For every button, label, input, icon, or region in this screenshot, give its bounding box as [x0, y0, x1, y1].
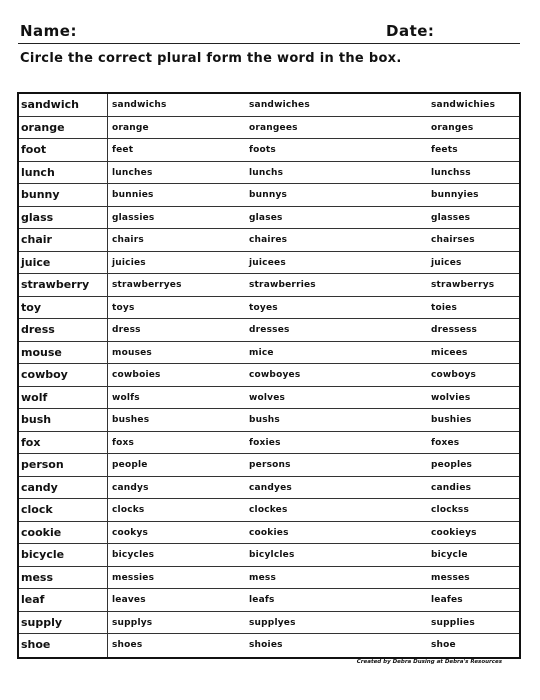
plural-option[interactable]: messes: [431, 572, 470, 583]
word-box: candy: [19, 477, 108, 499]
plural-option[interactable]: bicycles: [112, 550, 155, 560]
plural-option[interactable]: leafes: [431, 595, 463, 605]
table-row: [19, 117, 519, 140]
word-box: strawberry: [19, 274, 108, 296]
plural-option[interactable]: toies: [431, 302, 458, 313]
plural-option[interactable]: peoples: [431, 460, 473, 470]
plural-option[interactable]: wolves: [249, 392, 286, 403]
plural-option[interactable]: strawberryes: [112, 280, 182, 290]
plural-option[interactable]: cookies: [249, 527, 289, 538]
plural-option[interactable]: dress: [112, 325, 141, 335]
plural-option[interactable]: candyes: [249, 482, 292, 493]
table-row: [19, 364, 519, 387]
table-row: [19, 544, 519, 567]
table-row: [19, 612, 519, 635]
plural-option[interactable]: supplys: [112, 617, 153, 628]
plural-option[interactable]: feets: [431, 145, 458, 155]
word-box: fox: [19, 432, 108, 454]
plural-option[interactable]: mess: [249, 572, 276, 583]
plural-option[interactable]: bunnyies: [431, 190, 479, 200]
plural-option[interactable]: sandwiches: [249, 100, 310, 110]
plural-option[interactable]: people: [112, 460, 148, 470]
plural-option[interactable]: bicycle: [431, 550, 468, 560]
table-row: [19, 454, 519, 477]
word-box: shoe: [19, 634, 108, 657]
word-box: dress: [19, 319, 108, 341]
word-box: toy: [19, 297, 108, 319]
table-row: [19, 162, 519, 185]
table-row: [19, 432, 519, 455]
plural-option[interactable]: glassies: [112, 212, 155, 223]
word-box: person: [19, 454, 108, 476]
plural-option[interactable]: wolfs: [112, 392, 140, 403]
plural-option[interactable]: cowboies: [112, 370, 161, 380]
header-underline: [18, 43, 520, 44]
plural-option[interactable]: shoes: [112, 640, 143, 650]
plural-option[interactable]: orange: [112, 122, 149, 133]
plural-option[interactable]: leaves: [112, 595, 146, 605]
plural-option[interactable]: clocks: [112, 505, 145, 515]
word-box: cookie: [19, 522, 108, 544]
plural-option[interactable]: strawberries: [249, 280, 316, 290]
plural-option[interactable]: lunches: [112, 167, 153, 178]
plural-option[interactable]: foxs: [112, 437, 135, 448]
table-row: [19, 274, 519, 297]
plural-option[interactable]: lunchs: [249, 167, 284, 178]
table-row: [19, 477, 519, 500]
worksheet-header: [18, 20, 518, 44]
table-row: [19, 567, 519, 590]
word-box: supply: [19, 612, 108, 634]
plural-option[interactable]: lunchss: [431, 167, 471, 178]
table-row: [19, 139, 519, 162]
plural-option[interactable]: juices: [431, 257, 462, 268]
credit-line: Created by Debra Dusing at Debra's Resources: [356, 659, 502, 665]
plural-option[interactable]: cookys: [112, 527, 149, 538]
table-row: [19, 634, 519, 657]
word-box: foot: [19, 139, 108, 161]
plural-option[interactable]: bushs: [249, 415, 280, 425]
table-row: [19, 252, 519, 275]
plural-option[interactable]: foots: [249, 145, 276, 155]
plural-option[interactable]: feet: [112, 145, 134, 155]
plural-option[interactable]: dressess: [431, 325, 478, 335]
word-box: juice: [19, 252, 108, 274]
plural-option[interactable]: cowboyes: [249, 370, 301, 380]
plural-option[interactable]: sandwichies: [431, 100, 496, 110]
table-row: [19, 319, 519, 342]
plural-option[interactable]: glasses: [431, 212, 471, 223]
plural-option[interactable]: sandwichs: [112, 100, 167, 110]
table-row: [19, 207, 519, 230]
instructions-text: Circle the correct plural form the word in the box.: [20, 51, 402, 66]
word-box: mouse: [19, 342, 108, 364]
date-label: Date:: [386, 22, 435, 40]
plural-option[interactable]: shoies: [249, 640, 283, 650]
word-box: wolf: [19, 387, 108, 409]
plural-option[interactable]: candys: [112, 482, 149, 493]
plural-option[interactable]: clockes: [249, 505, 288, 515]
plural-option[interactable]: bunnies: [112, 190, 154, 200]
table-row: [19, 522, 519, 545]
plural-option[interactable]: micees: [431, 347, 468, 358]
plural-option[interactable]: oranges: [431, 122, 474, 133]
word-box: glass: [19, 207, 108, 229]
plural-option[interactable]: toys: [112, 302, 135, 313]
table-row: [19, 94, 519, 117]
word-box: bicycle: [19, 544, 108, 566]
plural-word-table: [17, 92, 521, 659]
name-label: Name:: [20, 22, 77, 40]
plural-option[interactable]: dresses: [249, 325, 290, 335]
plural-option[interactable]: wolvies: [431, 392, 471, 403]
plural-option[interactable]: bunnys: [249, 190, 288, 200]
word-box: clock: [19, 499, 108, 521]
plural-option[interactable]: juicees: [249, 257, 286, 268]
plural-option[interactable]: shoe: [431, 640, 456, 650]
word-box: bush: [19, 409, 108, 431]
table-row: [19, 184, 519, 207]
plural-option[interactable]: supplyes: [249, 617, 296, 628]
plural-option[interactable]: toyes: [249, 302, 278, 313]
word-box: sandwich: [19, 94, 108, 116]
plural-option[interactable]: messies: [112, 572, 155, 583]
word-box: cowboy: [19, 364, 108, 386]
table-row: [19, 297, 519, 320]
plural-option[interactable]: chaires: [249, 235, 288, 245]
plural-option[interactable]: cookieys: [431, 527, 477, 538]
table-row: [19, 409, 519, 432]
plural-option[interactable]: strawberrys: [431, 280, 495, 290]
plural-option[interactable]: clockss: [431, 505, 470, 515]
plural-option[interactable]: cowboys: [431, 370, 477, 380]
plural-option[interactable]: bushes: [112, 415, 150, 425]
plural-option[interactable]: mouses: [112, 347, 152, 358]
plural-option[interactable]: bicylcles: [249, 550, 295, 560]
table-row: [19, 387, 519, 410]
plural-option[interactable]: juicies: [112, 257, 146, 268]
table-row: [19, 342, 519, 365]
table-row: [19, 499, 519, 522]
plural-option[interactable]: mice: [249, 347, 274, 358]
word-box: chair: [19, 229, 108, 251]
word-box: lunch: [19, 162, 108, 184]
word-box: orange: [19, 117, 108, 139]
plural-option[interactable]: supplies: [431, 617, 475, 628]
table-row: [19, 229, 519, 252]
word-box: bunny: [19, 184, 108, 206]
table-row: [19, 589, 519, 612]
plural-option[interactable]: glases: [249, 212, 283, 223]
word-box: leaf: [19, 589, 108, 611]
plural-option[interactable]: chairses: [431, 235, 475, 245]
plural-option[interactable]: foxes: [431, 437, 460, 448]
plural-option[interactable]: orangees: [249, 122, 298, 133]
plural-option[interactable]: leafs: [249, 595, 275, 605]
plural-option[interactable]: chairs: [112, 235, 144, 245]
plural-option[interactable]: candies: [431, 482, 472, 493]
plural-option[interactable]: foxies: [249, 437, 281, 448]
plural-option[interactable]: persons: [249, 460, 291, 470]
word-box: mess: [19, 567, 108, 589]
plural-option[interactable]: bushies: [431, 415, 472, 425]
